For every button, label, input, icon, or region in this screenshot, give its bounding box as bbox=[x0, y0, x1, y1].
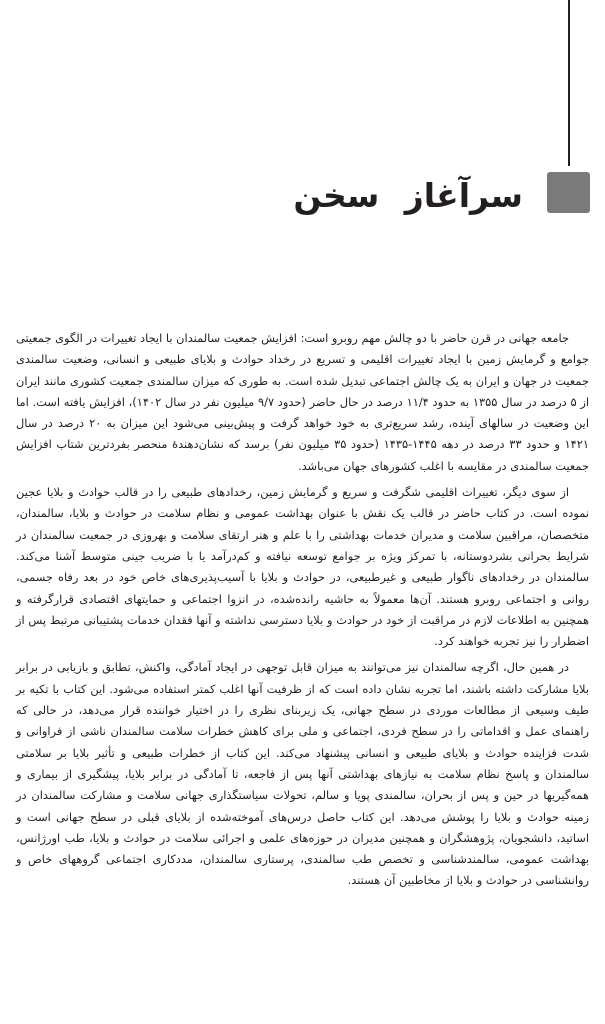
paragraph-2: از سوی دیگر، تغییرات اقلیمی شگرفت و سریع و گرمایش زمین، رخدادهای طبیعی را در قالب حوادث و بلایا عجین نموده است. در کتاب حاضر در قالب یک نقش با عنوان بهداشت عمومی و نظام سلامت در حوادث و بلایا، سالمندان، متخصصان، مراقبین سلامت و مدیران خدمات بهداشتی را با علم و هنر ارتقای سلامت و بهروزی در جمعیت سالمندان در شرایط بحرانی بشردوستانه، با تمرکز ویژه بر جوامع توسعه نیافته و کم‌درآمد یا با ضریب جینی متوسط آشنا می‌کند. سالمندان در رخدادهای ناگوار طبیعی و غیرطبیعی، در حوادث و بلایا با آسیب‌پذیری‌های خاص خود در بعد رفاه جسمی، روانی و اجتماعی روبرو هستند. آن‌ها معمولاً به حاشیه رانده‌شده، در انزوا اجتماعی و حمایتهای اقتصادی قرارگرفته و همچنین به اطلاعات لازم در مراقبت از خود در حوادث و بلایا دسترسی نداشته و آنها فقدان خدمات پشتیبانی مرتبط پس از اضطرار را نیز تجربه خواهند کرد. bbox=[16, 485, 589, 649]
paragraph-3: در همین حال، اگرچه سالمندان نیز می‌توانند به میزان قابل توجهی در ایجاد آمادگی، واکنش، تطابق و بازیابی در برابر بلایا مشارکت داشته باشند، اما تجربه نشان داده است که از ظرفیت آنها اغلب کمتر استفاده می‌شود. این کتاب با تکیه بر طیف وسیعی از مطالعات موردی در سطح جهانی، یک زیربنای نظری را در اختیار خواننده قرار می‌دهد، در حالی که راهنمای عمل و اقداماتی را در سطح فردی، اجتماعی و ملی برای کاهش خطرات سلامت سالمندان ناشی از فراوانی و شدت فزاینده حوادث و بلایای طبیعی و انسانی پیشنهاد می‌کند. این کتاب از خطرات طبیعی و تأثیر بلایا بر سلامتی سالمندان و پاسخ نظام سلامت به نیازهای بهداشتی آنها پس از فاجعه، تا آمادگی در برابر بلایا، پیشگیری از بیماری و همه‌گیریها در حین و پس از بحران، سالمندی پویا و سالم، تحولات سیاستگذاری جهانی سلامت و مشارکت سالمندان در زمینه حوادث و بلایا را پوشش می‌دهد. این کتاب حاصل درس‌های آموخته‌شده از بلایای قبلی در سطح جهانی است و اساتید، دانشجویان، پژوهشگران و همچنین مدیران در حوزه‌های علمی و اجرائی سلامت در حوادث و بلایا، طب اورژانس، بهداشت عمومی، سالمندشناسی و تخصص طب سالمندی، پرستاری سالمندان، مددکاری اجتماعی گروههای خاص و روانشناسی در حوادث و بلایا از مخاطبین آن هستند. bbox=[16, 660, 589, 888]
chapter-marker-block bbox=[547, 172, 590, 213]
chapter-title: سرآغاز سخن bbox=[293, 176, 523, 215]
paragraph-1: جامعه جهانی در قرن حاضر با دو چالش مهم روبرو است: افزایش جمعیت سالمندان با ایجاد تغییرات در الگوی جمعیتی جوامع و گرمایش زمین با ایجاد تغییرات اقلیمی و تسریع در رخداد حوادث و بلایای طبیعی و انسانی، وضعیت سالمندی جمعیت در جهان و ایران به یک چالش اجتماعی تبدیل شده است. به طوری که میزان سالمندی جمعیت کشوری مانند ایران از ۵ درصد در سال ۱۳۵۵ به حدود ۱۱/۴ درصد در حال حاضر (حدود ۹/۷ میلیون نفر در سال ۱۴۰۲)، افزایش یافته است. اما این وضعیت در سالهای آینده، رشد سریع‌تری به خود خواهد گرفت و پیش‌بینی می‌شود این میزان به ۲۰ درصد در سال ۱۴۲۱ و حدود ۳۳ درصد در دهه ۱۴۴۵-۱۴۳۵ (حدود ۳۵ میلیون نفر) برسد که نشان‌دهندهٔ منحصر بفردترین شتاب افزایش جمعیت سالمندی در مقایسه با اغلب کشورهای جهان می‌باشد. bbox=[16, 331, 589, 473]
body-text bbox=[16, 328, 589, 892]
decorative-vertical-rule bbox=[568, 0, 570, 166]
